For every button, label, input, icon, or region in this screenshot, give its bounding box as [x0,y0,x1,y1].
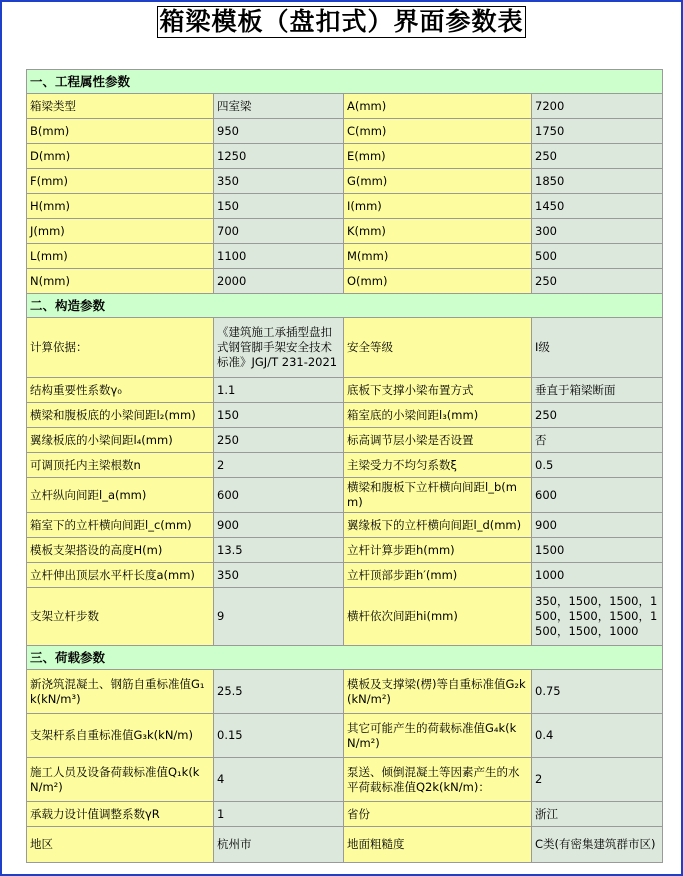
param-value: 9 [214,588,344,646]
table-row [27,714,663,758]
section-heading: 一、工程属性参数 [27,70,663,94]
table-row [27,403,663,428]
param-label: E(mm) [344,144,532,169]
table-row [27,588,663,646]
param-label: 横梁和腹板下立杆横向间距l_b(mm) [344,478,532,513]
table-row [27,538,663,563]
param-value: 700 [214,219,344,244]
param-label: 计算依据： [27,318,214,378]
param-label: 标高调节层小梁是否设置 [344,428,532,453]
table-row [27,194,663,219]
table-row [27,453,663,478]
param-value: 950 [214,119,344,144]
param-label: 翼缘板底的小梁间距l₄(mm) [27,428,214,453]
table-row [27,827,663,863]
param-value: 0.75 [532,670,663,714]
table-row [27,513,663,538]
param-value: 250 [532,403,663,428]
table-row [27,758,663,802]
section-header-row [27,70,663,94]
param-value: 350，1500，1500，1500，1500，1500，1500，1500，1000 [532,588,663,646]
param-label: M(mm) [344,244,532,269]
param-label: O(mm) [344,269,532,294]
param-label: 安全等级 [344,318,532,378]
param-value: 四室梁 [214,94,344,119]
param-value: 600 [214,478,344,513]
param-value: 2000 [214,269,344,294]
param-label: D(mm) [27,144,214,169]
param-label: B(mm) [27,119,214,144]
param-label: 地区 [27,827,214,863]
param-value: 2 [532,758,663,802]
param-label: 新浇筑混凝土、钢筋自重标准值G₁k(kN/m³) [27,670,214,714]
param-label: 底板下支撑小梁布置方式 [344,378,532,403]
param-label: 箱梁类型 [27,94,214,119]
param-value: 垂直于箱梁断面 [532,378,663,403]
param-value: 1 [214,802,344,827]
param-label: 支架立杆步数 [27,588,214,646]
param-value: 1000 [532,563,663,588]
param-label: K(mm) [344,219,532,244]
param-label: 结构重要性系数γ₀ [27,378,214,403]
table-row [27,802,663,827]
table-row [27,244,663,269]
param-value: 0.15 [214,714,344,758]
param-value: 300 [532,219,663,244]
param-value: 1100 [214,244,344,269]
page-title: 箱梁模板（盘扣式）界面参数表 [159,7,524,36]
param-value: 1750 [532,119,663,144]
param-label: 翼缘板下的立杆横向间距l_d(mm) [344,513,532,538]
param-value: 900 [214,513,344,538]
table-row [27,478,663,513]
param-label: L(mm) [27,244,214,269]
param-value: 250 [214,428,344,453]
param-value: 0.5 [532,453,663,478]
param-label: 立杆纵向间距l_a(mm) [27,478,214,513]
param-label: H(mm) [27,194,214,219]
param-label: J(mm) [27,219,214,244]
param-label: 箱室底的小梁间距l₃(mm) [344,403,532,428]
param-label: 可调顶托内主梁根数n [27,453,214,478]
param-value: 否 [532,428,663,453]
param-label: 箱室下的立杆横向间距l_c(mm) [27,513,214,538]
table-row [27,428,663,453]
param-value: 浙江 [532,802,663,827]
param-label: 其它可能产生的荷载标准值G₄k(kN/m²) [344,714,532,758]
table-row [27,318,663,378]
section-heading: 三、荷载参数 [27,646,663,670]
param-value: 350 [214,563,344,588]
param-label: 模板支架搭设的高度H(m) [27,538,214,563]
param-label: A(mm) [344,94,532,119]
param-label: C(mm) [344,119,532,144]
param-value: 1450 [532,194,663,219]
parameter-table-body [27,70,663,863]
table-row [27,119,663,144]
param-value: 1.1 [214,378,344,403]
param-value: 600 [532,478,663,513]
table-row [27,563,663,588]
title-wrap [2,6,681,38]
param-value: 4 [214,758,344,802]
param-value: 350 [214,169,344,194]
table-row [27,144,663,169]
section-heading: 二、构造参数 [27,294,663,318]
table-row [27,94,663,119]
param-value: 250 [532,269,663,294]
param-value: 《建筑施工承插型盘扣式钢管脚手架安全技术标准》JGJ/T 231-2021 [214,318,344,378]
param-value: 1250 [214,144,344,169]
table-row [27,378,663,403]
param-value: 25.5 [214,670,344,714]
param-label: F(mm) [27,169,214,194]
param-value: 150 [214,403,344,428]
section-header-row [27,294,663,318]
param-value: 7200 [532,94,663,119]
param-label: 泵送、倾倒混凝土等因素产生的水平荷载标准值Q2k(kN/m)： [344,758,532,802]
param-value: 杭州市 [214,827,344,863]
param-label: 地面粗糙度 [344,827,532,863]
param-label: N(mm) [27,269,214,294]
param-value: 1850 [532,169,663,194]
param-label: 主梁受力不均匀系数ξ [344,453,532,478]
param-value: 13.5 [214,538,344,563]
table-row [27,269,663,294]
param-value: 1500 [532,538,663,563]
table-row [27,169,663,194]
param-value: 250 [532,144,663,169]
parameter-table [26,69,663,863]
param-label: 立杆顶部步距h′(mm) [344,563,532,588]
param-label: 立杆伸出顶层水平杆长度a(mm) [27,563,214,588]
param-label: 立杆计算步距h(mm) [344,538,532,563]
param-label: 支架杆系自重标准值G₃k(kN/m) [27,714,214,758]
param-label: I(mm) [344,194,532,219]
param-label: 横杆依次间距hi(mm) [344,588,532,646]
table-row [27,670,663,714]
section-header-row [27,646,663,670]
param-value: 150 [214,194,344,219]
table-row [27,219,663,244]
param-label: 省份 [344,802,532,827]
param-value: 500 [532,244,663,269]
param-label: 横梁和腹板底的小梁间距l₂(mm) [27,403,214,428]
param-label: G(mm) [344,169,532,194]
param-label: 承载力设计值调整系数γR [27,802,214,827]
param-label: 施工人员及设备荷载标准值Q₁k(kN/m²) [27,758,214,802]
param-value: C类(有密集建筑群市区) [532,827,663,863]
param-value: I级 [532,318,663,378]
param-label: 模板及支撑梁(楞)等自重标准值G₂k(kN/m²) [344,670,532,714]
param-value: 2 [214,453,344,478]
param-value: 900 [532,513,663,538]
param-value: 0.4 [532,714,663,758]
